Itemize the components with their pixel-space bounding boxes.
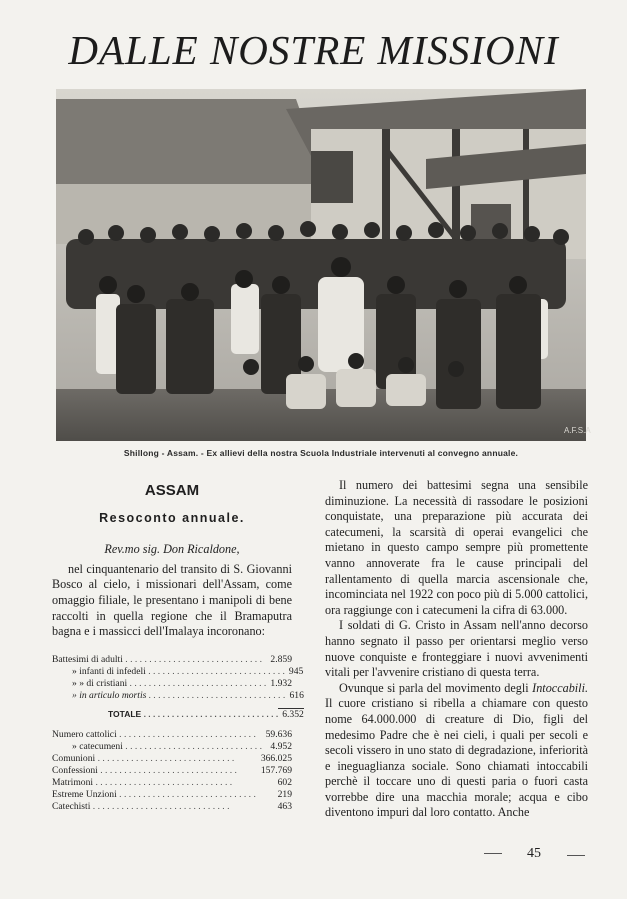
stats-label: Catechisti . . . <box>52 801 274 813</box>
paragraph-text: Ovunque si parla del movimento degli <box>339 680 533 695</box>
stats-row <box>52 654 292 666</box>
letter-intro: nel cinquantenario del transito di S. Giovanni Bosco al cielo, i missionari dell'Assam, come omaggio filiale, le presentano i manipoli di bene raccolti in quella regione che il Bramaputra bagna e i massicci dell'Imalaya incoronano: <box>52 561 292 639</box>
section-subtitle: Resoconto annuale. <box>99 510 245 525</box>
stats-value: 157.769 <box>260 764 292 776</box>
footer-dash-right <box>567 855 585 856</box>
stats-label: Matrimoni . . . <box>52 777 274 789</box>
stats-label: Battesimi di adulti . . . <box>52 654 266 666</box>
stats-row <box>52 801 292 813</box>
stats-label: » in articulo mortis . . . <box>52 690 285 702</box>
photo-caption: Shillong - Assam. - Ex allievi della nostra Scuola Industriale intervenuti al convegno annuale. <box>123 448 519 458</box>
stats-value: 4.952 <box>270 740 292 752</box>
stats-value: 366.025 <box>260 752 292 764</box>
stats-label: Numero cattolici . . . <box>52 729 262 741</box>
stats-value: 602 <box>277 776 292 788</box>
stats-label: Estreme Unzioni . . . <box>52 789 274 801</box>
stats-value: 59.636 <box>265 728 292 740</box>
stats-row <box>52 765 292 777</box>
stats-row <box>52 729 292 741</box>
stats-label: » catecumeni . . . <box>52 741 266 753</box>
stats-row <box>52 777 292 789</box>
stats-value: 945 <box>288 665 304 677</box>
right-column <box>325 478 588 821</box>
photo-signature: A.F.S.A <box>564 426 591 435</box>
stats-value: 616 <box>289 689 304 701</box>
emphasis-text: Intoccabili. <box>532 680 588 695</box>
page-number: 45 <box>527 846 541 861</box>
section-title: ASSAM <box>144 482 200 499</box>
stats-value: 2.859 <box>270 653 292 665</box>
stats-total-label: TOTALE . . . <box>52 708 278 721</box>
footer-dash-left <box>484 853 502 854</box>
stats-value: 1.932 <box>270 677 292 689</box>
stats-row <box>52 678 292 690</box>
statistics-table <box>52 653 304 813</box>
paragraph: Il numero dei battesimi segna una sensibile diminuzione. La necessità di rassodare le posizioni conquistate, una preparazione più accurata dei catecumeni, la scarsità di operai evangelici che mietano in questo campo sempre più promettente vanno annoverate fra le cause principali del rallentamento di quella marcia ascensionale che, incominciata nel 1922 con poco più di 5.000 cattolici, ora raggiunge con i catecumeni la cifra di 63.000. <box>325 478 588 617</box>
stats-row <box>52 665 304 678</box>
stats-row <box>52 689 304 702</box>
stats-label: Comunioni . . . <box>52 753 257 765</box>
salutation: Rev.mo sig. Don Ricaldone, <box>104 542 240 557</box>
stats-label: Confessioni . . . <box>52 765 257 777</box>
left-column <box>52 478 304 813</box>
stats-label: » » di cristiani . . . <box>52 678 266 690</box>
group-photo-icon <box>56 89 591 441</box>
group-photo <box>56 89 591 441</box>
paragraph <box>325 681 588 821</box>
stats-total-row <box>52 708 304 721</box>
stats-label: » infanti di infedeli . . . <box>52 666 285 678</box>
stats-row <box>52 753 292 765</box>
stats-value: 219 <box>277 788 292 800</box>
stats-value: 463 <box>277 800 292 812</box>
stats-row <box>52 741 292 753</box>
page-title: DALLE NOSTRE MISSIONI <box>68 27 559 73</box>
paragraph: I soldati di G. Cristo in Assam nell'anno decorso hanno segnato il passo per orientarsi meglio verso nuove conquiste e fronteggiare i nuovi avvenimenti vitali per l'avvenire cristiano di questa terra. <box>325 618 588 680</box>
paragraph-text: Il cuore cristiano si ribella a chiamare con questo nome 64.000.000 di creature di Dio, figli del medesimo Padre che è nei cieli, i quali per secoli e secoli vissero in uno stato di degradazione, inferiorità e ineguaglianza sociale. Sono chiamati intoccabili perchè il toccare uno di questi paria o fuori casta vorrebbe dire una macchia morale; acqua e cibo diventono impuri dal loro contatto. Anche <box>325 696 588 820</box>
stats-total-value: 6.352 <box>278 708 304 721</box>
stats-row <box>52 789 292 801</box>
